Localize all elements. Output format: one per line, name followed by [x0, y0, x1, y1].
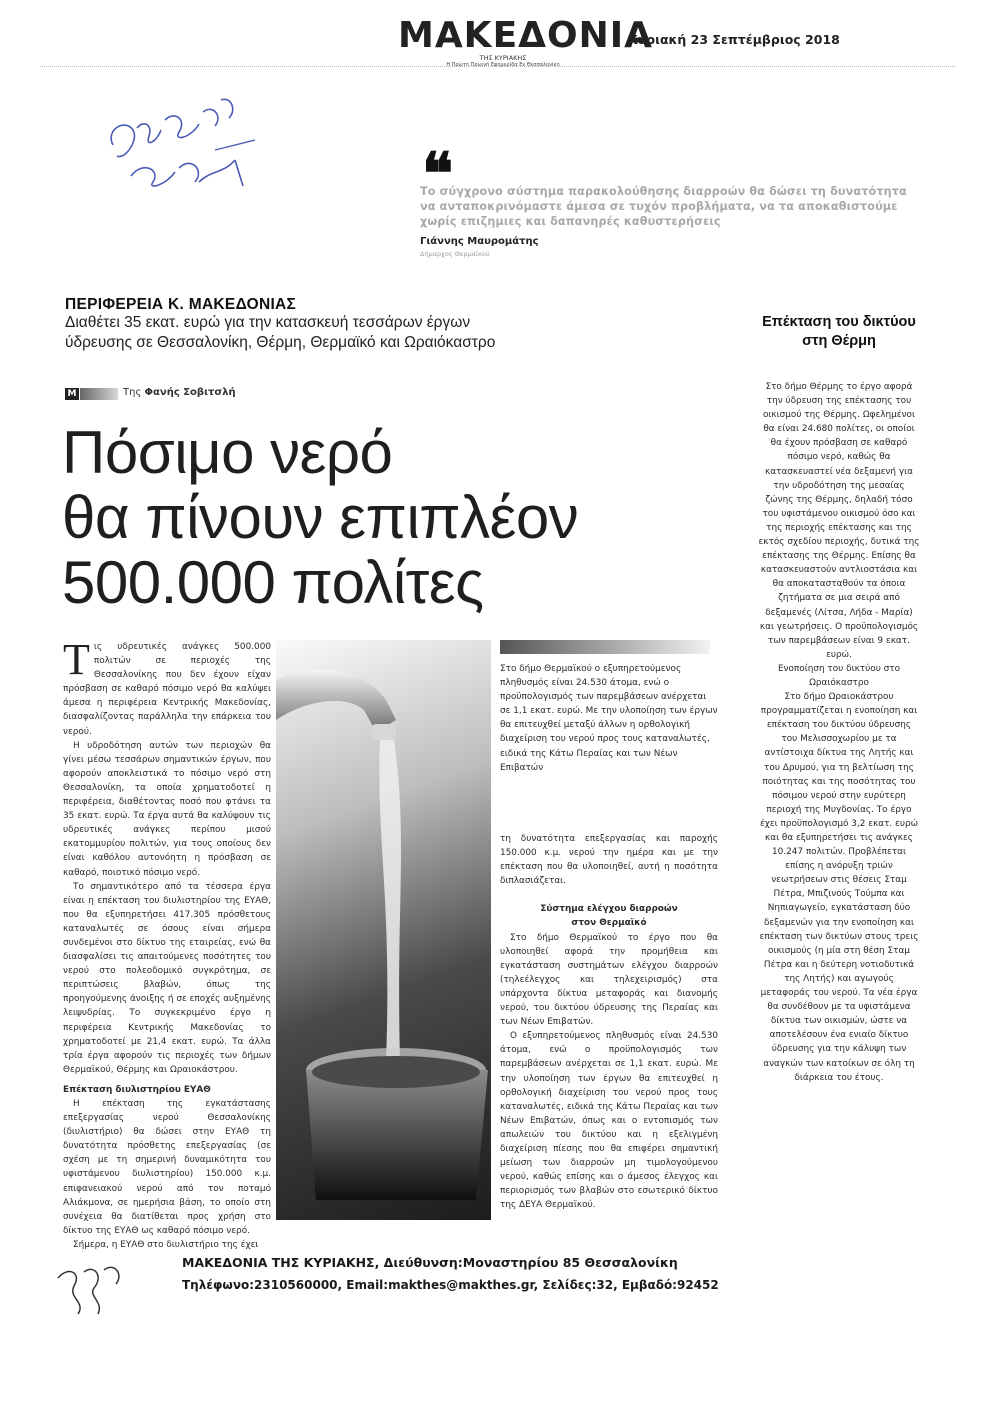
section-subhead — [500, 902, 718, 930]
paragraph — [63, 635, 271, 739]
paragraph: Στο δήμο Θέρμης το έργο αφορά την ύδρευση της επέκτασης του οικισμού της Θέρμης. Ωφελημένοι θα είναι 24.680 πολίτες, οι οποίοι θα έχουν πρόσβαση σε καθαρό πόσιμο νερό, καθώς θα κατασκευαστεί νέα δεξαμενή για την υδροδότηση της μεσαίας ζώνης της Θέρμης, δηλαδή τόσο του υφιστάμενου οικισμού όσο και της περιοχής επέκτασης και της εκτός σχεδίου περιοχής, δυτικά της επέκτασης της Θέρμης. Επίσης θα κατασκευαστούν αντλιοστάσια και θα αποκατασταθούν τα όποια ζητήματα σε μια σειρά από δεξαμενές (Λίτσα, Λήδα - Μαρία) και γεωτρήσεις. Ο προϋπολογισμός των παρεμβάσεων είναι 9 εκατ. ευρώ. — [758, 382, 920, 660]
faucet-image — [276, 640, 491, 1220]
paragraph: Το σημαντικότερο από τα τέσσερα έργα είναι η επέκταση του διυλιστηρίου της ΕΥΑΘ, που θα εξυπηρετήσει 417.305 πρόσθετους καταναλωτές σε όσους είναι σήμερα συνδεμένοι στο δίκτυο της εταιρείας, ενώ θα διασφαλίσει τις απαιτούμενες ποσότητες του νερού στο πολεοδομικό συγκρότημα, σε περιπτώσεις βλαβών, όπως της προηγούμενης άνοιξης ή σε εποχές αυξημένης λειψυδρίας. Το συγκεκριμένο έργο η περιφέρεια Κεντρικής Μακεδονίας το χρηματοδοτεί με 21,4 εκατ. ευρώ. Τα άλλα τρία έργα αφορούν τις περιοχές των δήμων Θερμαϊκού, Θέρμης και Ωραιοκάστρου. — [63, 881, 271, 1075]
paragraph: Ο εξυπηρετούμενος πληθυσμός είναι 24.530 άτομα, ενώ ο προϋπολογισμός των παρεμβάσεων ανέρχεται σε 1,1 εκατ. ευρώ. Με την υλοποίηση των έργων θα επιτευχθεί η ορθολογική διαχείριση του νερού προς τους καταναλωτές, ειδικά της Κάτω Περαίας και των Νέων Επιβατών, όπως και ο εντοπισμός των απωλειών του δικτύου και η εξελιγμένη διαχείριση πίεσης που θα επιφέρει σημαντική μείωση των διαρροών μη τιμολογούμενου νερού, καθώς επίσης και ο άμεσος έλεγχος και περιορισμός των βλαβών στο εσωτερικό δίκτυο της ΔΕΥΑ Θερμαϊκού. — [500, 1031, 718, 1211]
header-divider — [40, 66, 955, 67]
handwritten-signature — [95, 90, 275, 200]
paragraph: Η επέκταση της εγκατάστασης επεξεργασίας νερού Θεσσαλονίκης (διυλιστήριο) θα δώσει στην ΕΥΑΘ τη δυνατότητα πρόσθετης επεξεργασίας (σε σχέση με τη σημερινή δυναμικότητα του υφιστάμενου διυλιστηρίου) 150.000 κ.μ. επιφανειακού νερού από τον ποταμό Αλιάκμονα, σε ημερήσια βάση, το οποίο στη συνέχεια θα διατίθεται προς χρήση στο δίκτυο της ΕΥΑΘ ως καθαρό πόσιμο νερό. — [63, 1099, 271, 1236]
footer-address: ΜΑΚΕΔΟΝΙΑ ΤΗΣ ΚΥΡΙΑΚΗΣ, Διεύθυνση:Μοναστηρίου 85 Θεσσαλονίκη — [182, 1255, 678, 1270]
quote-author: Γιάννης Μαυρομάτης — [420, 236, 539, 247]
headline-line-1: Πόσιμο νερό — [62, 419, 393, 486]
quote-author-role: Δήμαρχος Θερμαϊκού — [420, 250, 490, 258]
paragraph: Στο δήμο Θερμαϊκού ο εξυπηρετούμενος πληθυσμός είναι 24.530 άτομα, ενώ ο προϋπολογισμός των παρεμβάσεων ανέρχεται σε 1,1 εκατ. ευρώ. Με την υλοποίηση των έργων θα επιτευχθεί μεταξύ άλλων η ορθολογική διαχείριση του νερού προς τους καταναλωτές, ειδικά της Κάτω Περαίας και των Νέων Επιβατών — [500, 664, 718, 773]
sidebar-text — [758, 380, 920, 1085]
article-column-2 — [500, 832, 718, 1212]
paragraph: Ενοποίηση του δικτύου στο Ωραιόκαστρο — [777, 663, 901, 688]
section-subhead: Επέκταση διυλιστηρίου ΕΥΑΘ — [63, 1084, 211, 1095]
footer-contact: Τηλέφωνο:2310560000, Email:makthes@makthes.gr, Σελίδες:32, Εμβαδό:92452 — [182, 1278, 719, 1292]
article-subtitle: Διαθέτει 35 εκατ. ευρώ για την κατασκευή τεσσάρων έργων ύδρευσης σε Θεσσαλονίκη, Θέρμη, Θερμαϊκό και Ωραιόκαστρο — [65, 314, 496, 351]
callout-bar — [500, 640, 710, 654]
quote-mark-icon: ❝ — [422, 140, 454, 208]
faucet-water-photo — [276, 640, 491, 1220]
paragraph: Στο δήμο Θερμαϊκού το έργο που θα υλοποιηθεί αφορά την προμήθεια και εγκατάσταση συστημάτων ελέγχου διαρροών (τηλεέλεγχος και τηλεχειρισμός) στα υπάρχοντα δίκτυα μεταφοράς και διανομής νερού, του δικτύου ύδρευσης της Περαίας και των Νέων Επιβατών. — [500, 932, 718, 1028]
headline-line-2: θα πίνουν επιπλέον — [62, 484, 579, 551]
subhead-line-2: στον Θερμαϊκό — [571, 918, 647, 929]
masthead — [398, 15, 654, 68]
paragraph: Στο δήμο Ωραιοκάστρου προγραμματίζεται η ενοποίηση και επέκταση του δικτύου ύδρευσης του Μελισσοχωρίου με τα αντίστοιχα δίκτυα της Λητής και του Δρυμού, για τη βελτίωση της ποιότητας και της ποσότητας του πόσιμου νερού στην ευρύτερη περιοχή της Μυγδονίας. Το έργο έχει προϋπολογισμό 3,2 εκατ. ευρώ και θα εξυπηρετήσει τις ανάγκες 10.247 πολιτών. Προβλέπεται επίσης η ανόρυξη τριών νεωτρήσεων στις θέσεις Σταμ Πέτρα, Μπιζινούς Τούμπα και Νηπιαγωγείο, εγκατάσταση δύο δεξαμενών για την ενοποίηση και επέκταση των δικτύων στους τρεις οικισμούς (η μία στη θέση Σταμ Πέτρα και η δεύτερη νοτιοδυτικά της Λητής) και αγωγούς μεταφοράς του νερού. Τα νέα έργα θα συνδέθουν με τα υφιστάμενα δίκτυα των οικισμών, ώστε να αποτελέσουν ένα ενιαίο δίκτυο ύδρευσης για την κάλυψη των αναγκών των κατοίκων σε όλη τη διάρκεια του έτους. — [759, 692, 919, 1083]
callout-text — [500, 662, 718, 775]
issue-date: Κυριακή 23 Σεπτέμβριος 2018 — [628, 32, 840, 47]
subhead-line-1: Σύστημα ελέγχου διαρροών — [540, 904, 678, 915]
article-kicker: ΠΕΡΙΦΕΡΕΙΑ Κ. ΜΑΚΕΔΟΝΙΑΣ — [65, 296, 297, 313]
paragraph: τη δυνατότητα επεξεργασίας και παροχής 150.000 κ.μ. νερού την ημέρα και με την επέκταση που θα υλοποιηθεί, αυτή η ποσότητα διπλασιάζεται. — [500, 834, 718, 887]
paragraph: Σήμερα, η ΕΥΑΘ στο διυλιστήριο της έχει — [73, 1239, 259, 1250]
newspaper-subtitle: ΤΗΣ ΚΥΡΙΑΚΗΣ — [479, 54, 527, 62]
newspaper-tagline: Η Πρώτη Πρωινή Εφημερίδα Εν Θεσσαλονίκη — [446, 62, 560, 68]
section-logo-bar — [80, 388, 118, 400]
page-number-mark — [48, 1258, 128, 1318]
sidebar-title: Επέκταση του δικτύου στη Θέρμη — [762, 314, 916, 349]
byline — [123, 387, 236, 398]
pull-quote: Το σύγχρονο σύστημα παρακολούθησης διαρροών θα δώσει τη δυνατότητα να ανταποκρινόμαστε άμεσα σε τυχόν προβλήματα, να τα αποκαθιστούμε χωρίς επιζημιες και δαπανηρές καθυστερήσεις — [420, 185, 907, 228]
byline-author: Φανής Σοβιτσλή — [144, 387, 236, 398]
paragraph-text: ις υδρευτικές ανάγκες 500.000 πολιτών σε περιοχές της Θεσσαλονίκης που δεν έχουν είχαν πρόσβαση σε καθαρό πόσιμο νερό θα καλύψει άμεσα η περιφέρεια Κεντρικής Μακεδονίας, διασφαλίζοντας παράλληλα την επάρκεια του νερού. — [63, 642, 271, 737]
headline-line-3: 500.000 πολίτες — [62, 549, 484, 616]
section-logo: Μ — [65, 388, 79, 400]
newspaper-title: ΜΑΚΕΔΟΝΙΑ — [398, 15, 654, 56]
paragraph: Η υδροδότηση αυτών των περιοχών θα γίνει μέσω τεσσάρων σημαντικών έργων, που αφορούν αποκλειστικά το πόσιμο νερό στη Θεσσαλονίκη, τα οποία χρηματοδοτεί η περιφέρεια, διαθέτοντας ποσό που φτάνει τα 35 εκατ. ευρώ. Τα έργα αυτά θα καλύψουν τις υδρευτικές ανάγκες περίπου μισού εκατομμυρίου πολιτών, για τους οποίους δεν είναι καθόλου αυτονόητη η πρόσβαση σε καθαρό, ποιοτικό πόσιμο νερό. — [63, 740, 271, 878]
byline-prefix: Της — [123, 387, 142, 398]
article-column-1 — [63, 635, 271, 1252]
drop-cap: Τ — [63, 635, 90, 684]
headline — [62, 420, 722, 615]
